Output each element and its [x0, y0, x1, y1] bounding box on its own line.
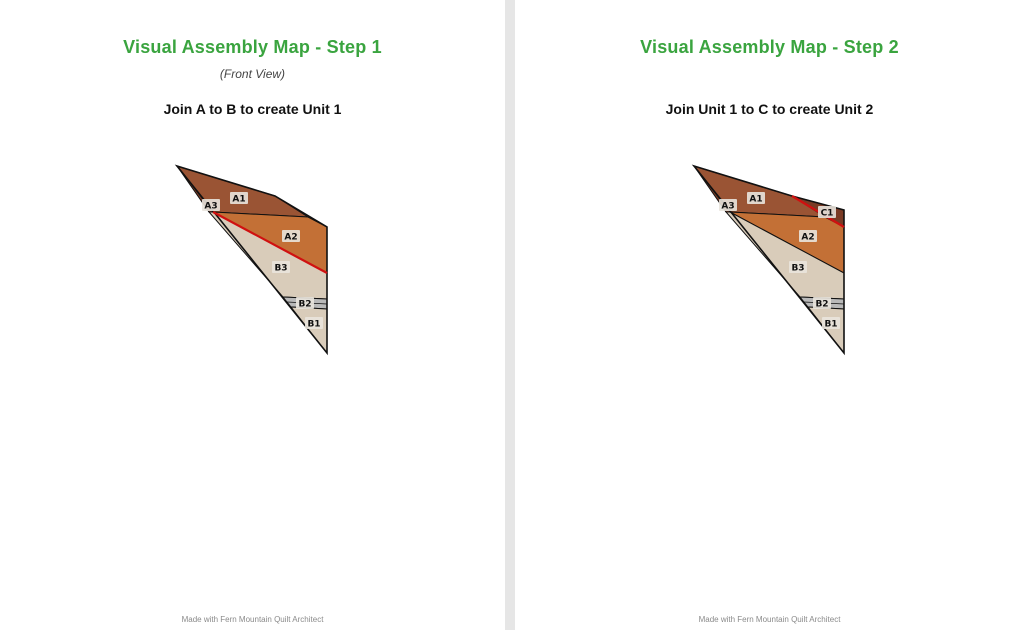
svg-text:B3: B3 [274, 263, 288, 274]
assembly-instruction: Join Unit 1 to C to create Unit 2 [665, 101, 874, 117]
label-c1 [818, 206, 836, 219]
label-b1 [305, 317, 323, 330]
assembly-diagram [0, 0, 505, 630]
label-b1 [822, 317, 840, 330]
svg-text:B2: B2 [815, 299, 829, 310]
svg-text:B2: B2 [298, 299, 312, 310]
svg-text:A2: A2 [801, 232, 815, 243]
label-b3 [789, 261, 807, 274]
label-a2 [282, 230, 300, 243]
label-a1 [230, 192, 248, 205]
page-subtitle: (Front View) [219, 67, 286, 81]
svg-text:A2: A2 [284, 232, 298, 243]
page-footer: Made with Fern Mountain Quilt Architect [181, 615, 324, 624]
page-footer: Made with Fern Mountain Quilt Architect [698, 615, 841, 624]
svg-text:B1: B1 [307, 319, 321, 330]
page-title: Visual Assembly Map - Step 2 [640, 37, 899, 57]
label-a3 [719, 199, 737, 212]
label-a1 [747, 192, 765, 205]
svg-text:A3: A3 [721, 201, 735, 212]
label-a3 [202, 199, 220, 212]
svg-text:A1: A1 [232, 194, 246, 205]
label-b3 [272, 261, 290, 274]
assembly-instruction: Join A to B to create Unit 1 [163, 101, 342, 117]
svg-text:B1: B1 [824, 319, 838, 330]
page-step-1 [0, 0, 505, 630]
svg-text:A1: A1 [749, 194, 763, 205]
svg-text:C1: C1 [820, 208, 834, 219]
page-title: Visual Assembly Map - Step 1 [123, 37, 382, 57]
label-a2 [799, 230, 817, 243]
svg-text:B3: B3 [791, 263, 805, 274]
assembly-diagram [515, 0, 1024, 630]
label-b2 [296, 297, 314, 310]
svg-text:A3: A3 [204, 201, 218, 212]
page-step-2 [515, 0, 1024, 630]
label-b2 [813, 297, 831, 310]
